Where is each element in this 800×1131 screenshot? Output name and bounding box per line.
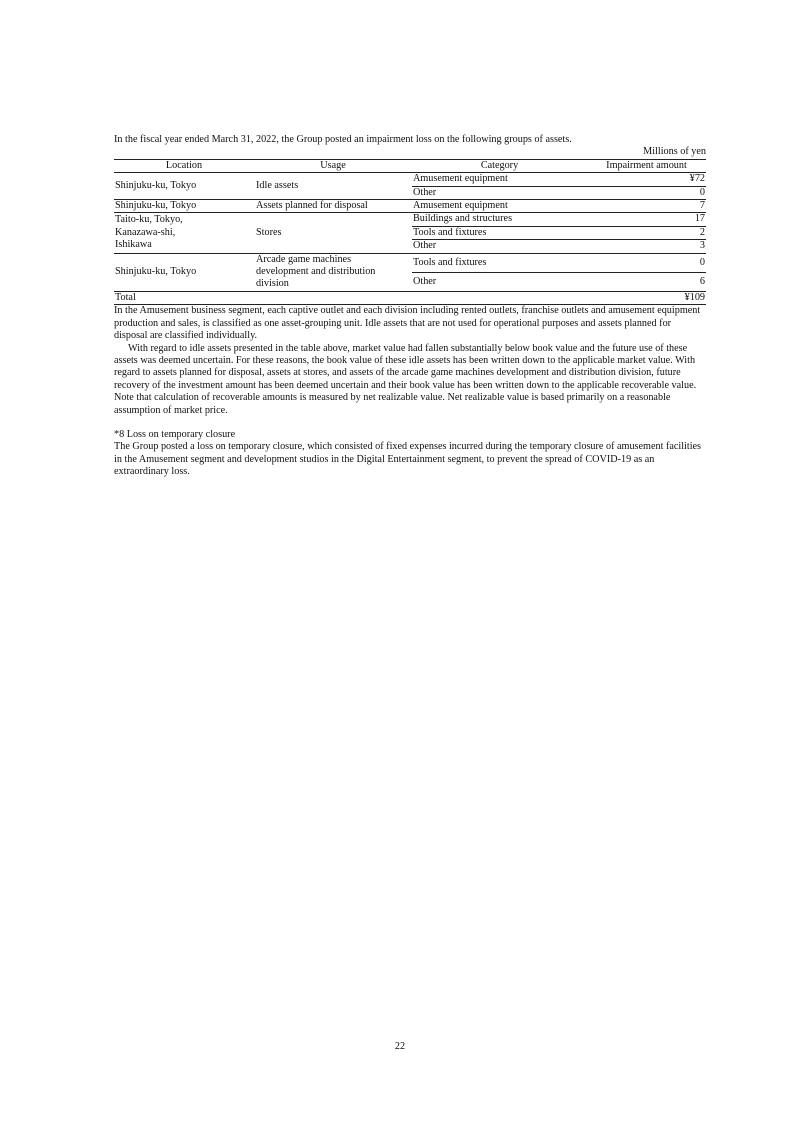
header-amount: Impairment amount [587,159,706,172]
usage-line: division [256,278,289,290]
location-cell: Shinjuku-ku, Tokyo [114,253,254,291]
impairment-table [114,159,706,305]
page-number: 22 [394,1041,406,1052]
category-cell: Tools and fixtures [412,226,587,239]
amount-cell: 3 [587,240,706,253]
category-cell: Other [412,186,587,199]
table-row [114,213,706,226]
table-row [114,200,706,213]
amount-cell: 17 [587,213,706,226]
paragraph-asset-grouping: In the Amusement business segment, each captive outlet and each division including rented outlets, franchise outlets and amusement equipment production and sales, is classified as one asset-grouping unit. Idle assets that are not used for operational purposes and assets planned for disposal are classified individually. [114,305,701,342]
usage-cell: Idle assets [254,173,412,200]
amount-cell: 0 [587,253,706,272]
location-cell: Shinjuku-ku, Tokyo [114,173,254,200]
table-header-row [114,159,706,172]
header-usage: Usage [254,159,412,172]
usage-line: Arcade game machines [256,253,352,265]
category-cell: Amusement equipment [412,200,587,213]
location-cell: Shinjuku-ku, Tokyo [114,200,254,213]
location-line: Taito-ku, Tokyo, [115,214,183,226]
total-row [114,291,706,304]
location-line: Ishikawa [115,239,152,251]
unit-label: Millions of yen [643,146,706,158]
table-row [114,173,706,186]
total-amount: ¥109 [587,291,706,304]
intro-text: In the fiscal year ended March 31, 2022, the Group posted an impairment loss on the following groups of assets. [114,134,572,145]
category-cell: Buildings and structures [412,213,587,226]
header-location: Location [114,159,254,172]
document-page [114,134,706,479]
usage-cell: Assets planned for disposal [254,200,412,213]
note8-heading: *8 Loss on temporary closure [114,428,236,440]
category-cell: Amusement equipment [412,173,587,186]
note8-body: The Group posted a loss on temporary closure, which consisted of fixed expenses incurred during the temporary closure of amusement facilities in the Amusement segment and development studios in the Digital Entertainment segment, to prevent the spread of COVID-19 as an extraordinary loss. [114,441,702,478]
amount-cell: 2 [587,226,706,239]
table-row [114,253,706,272]
header-category: Category [412,159,587,172]
category-cell: Other [412,240,587,253]
location-cell [114,213,254,253]
usage-cell: Stores [254,213,412,253]
paragraph-impairment-rationale: With regard to idle assets presented in the table above, market value had fallen substantially below book value and the future use of these assets was deemed uncertain. For these reasons, the book value of these idle assets has been written down to the applicable market value. With regard to assets planned for disposal, assets at stores, and assets of the arcade game machines development and distribution division, future recovery of the investment amount has been deemed uncertain and their book value has been written down to the applicable recoverable value. Note that calculation of recoverable amounts is measured by net realizable value. Net realizable value is based primarily on a reasonable assumption of market price. [114,342,697,416]
usage-line: development and distribution [256,266,376,278]
usage-cell [254,253,412,291]
location-line: Kanazawa-shi, [115,226,176,238]
total-label: Total [114,291,254,304]
amount-cell: 0 [587,186,706,199]
amount-cell: 6 [587,272,706,291]
category-cell: Other [412,272,587,291]
amount-cell: ¥72 [587,173,706,186]
category-cell: Tools and fixtures [412,253,587,272]
amount-cell: 7 [587,200,706,213]
